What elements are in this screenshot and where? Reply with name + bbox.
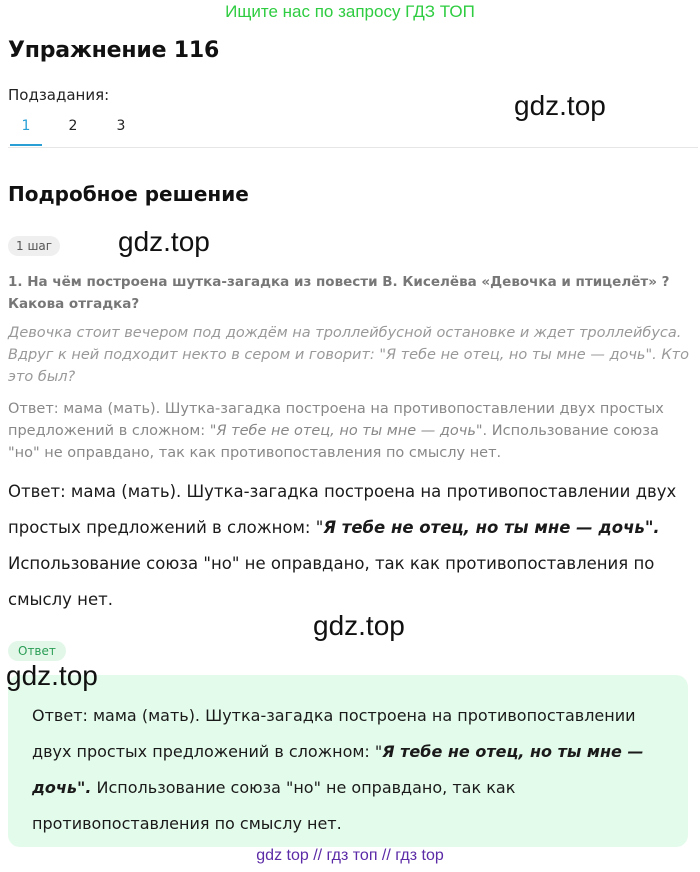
watermark: gdz.top — [514, 90, 606, 121]
tab-subtask-1[interactable]: 1 — [10, 118, 42, 146]
page-title: Упражнение 116 — [8, 38, 220, 63]
answer-box-quote: Я тебе не отец, но ты мне — дочь". — [32, 742, 644, 797]
answer-dark-quote: Я тебе не отец, но ты мне — дочь". — [323, 518, 660, 537]
task-text: Девочка стоит вечером под дождём на троллейбусной остановке и ждет троллейбуса. Вдруг к ней подходит некто в сером и говорит: "Я тебе не отец, но ты мне — дочь". Кто это был? — [8, 325, 689, 385]
tab-subtask-2[interactable]: 2 — [68, 118, 78, 134]
section-title: Подробное решение — [8, 182, 249, 206]
footer-links[interactable]: gdz top // гдз топ // гдз top — [256, 847, 444, 864]
answer-gray-text — [8, 398, 693, 464]
watermark: gdz.top — [313, 610, 405, 641]
answer-box-pre: Ответ: мама (мать). Шутка-загадка построена на противопоставлении двух простых предложений в сложном: " — [32, 706, 636, 761]
answer-gray-post: ". Использование союза "но" не оправдано, так как противопоставления по смыслу нет. — [8, 423, 659, 461]
answer-badge: Ответ — [8, 641, 66, 661]
answer-dark-pre: Ответ: мама (мать). Шутка-загадка построена на противопоставлении двух простых предложений в сложном: " — [8, 482, 677, 537]
answer-dark-text — [8, 474, 688, 618]
question-text: 1. На чём построена шутка-загадка из повести В. Киселёва «Девочка и птицелёт» ? Какова отгадка? — [8, 274, 670, 312]
watermark: gdz.top — [6, 660, 98, 691]
subtasks-label: Подзадания: — [8, 86, 110, 104]
answer-box — [8, 675, 688, 847]
step-badge: 1 шаг — [8, 236, 60, 256]
answer-gray-pre: Ответ: мама (мать). Шутка-загадка построена на противопоставлении двух простых предложений в сложном: " — [8, 401, 664, 439]
watermark: gdz.top — [118, 226, 210, 257]
top-banner[interactable]: Ищите нас по запросу ГДЗ ТОП — [225, 2, 475, 21]
answer-dark-post: Использование союза "но" не оправдано, так как противопоставления по смыслу нет. — [8, 554, 655, 609]
answer-gray-quote: Я тебе не отец, но ты мне — дочь — [216, 423, 476, 439]
answer-box-post: Использование союза "но" не оправдано, так как противопоставления по смыслу нет. — [32, 778, 516, 833]
tab-subtask-3[interactable]: 3 — [116, 118, 126, 134]
